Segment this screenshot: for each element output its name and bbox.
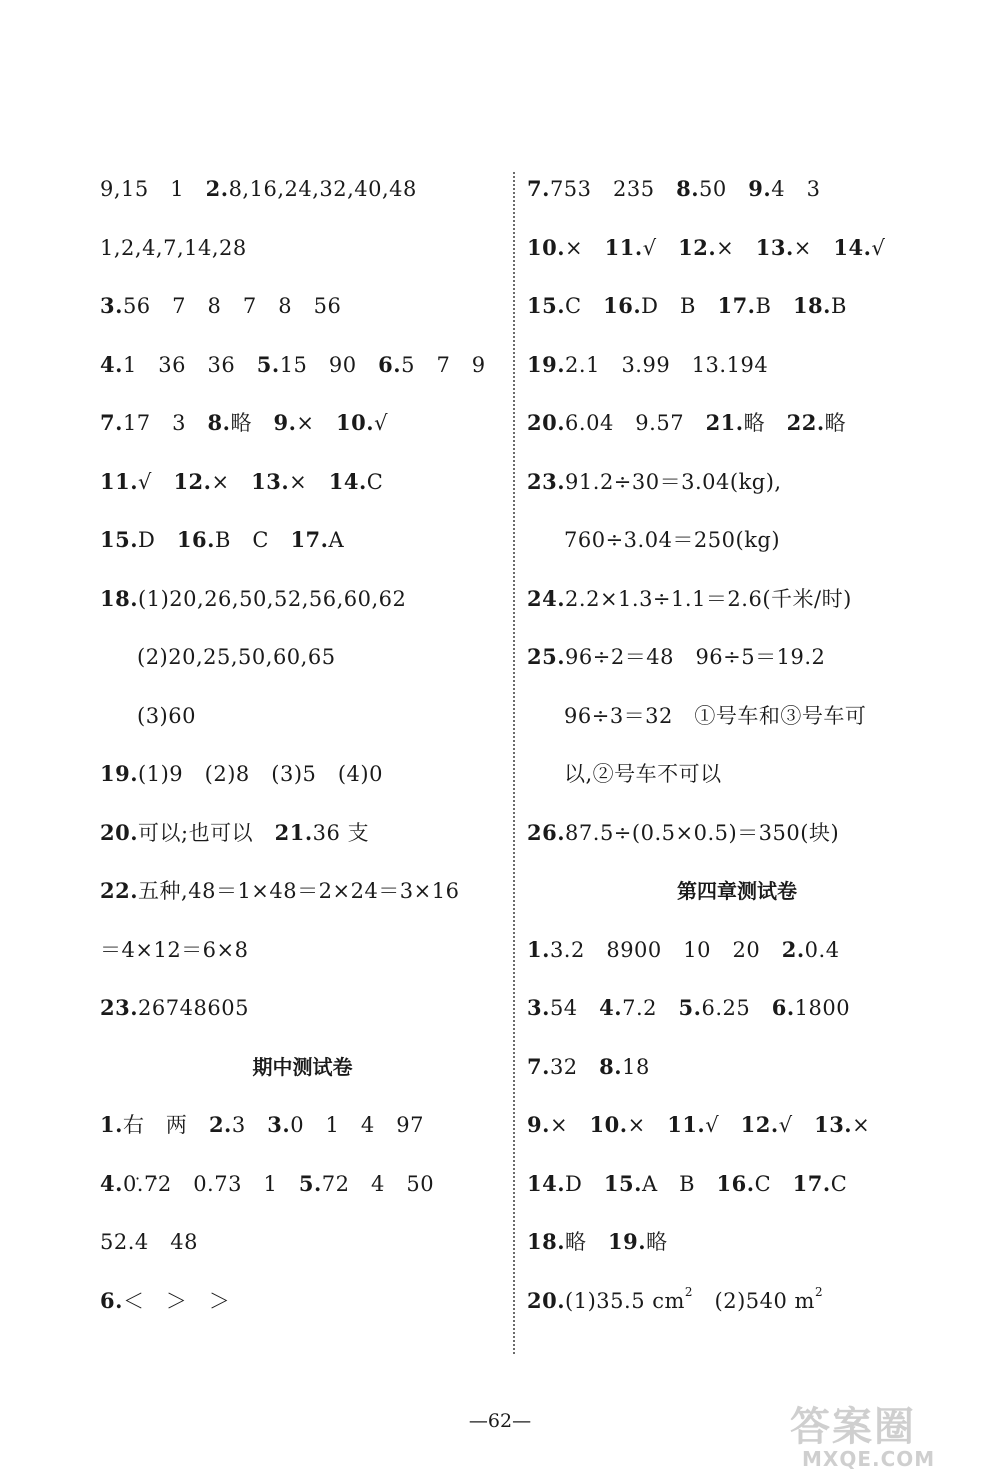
answer-line: 26.87.5÷(0.5×0.5)＝350(块) (527, 819, 840, 845)
item-label: 9. (273, 410, 297, 435)
answer-line: 10.× 11.√ 12.× 13.× 14.√ (527, 234, 886, 260)
answer-line: 19.(1)9 (2)8 (3)5 (4)0 (100, 761, 383, 786)
answer-line: 1.3.2 8900 10 20 2.0.4 (527, 936, 840, 962)
answer-line: 20.可以;也可以 21.36 支 (100, 819, 370, 845)
item-label: 26. (527, 819, 566, 845)
item-label: 14. (833, 234, 872, 260)
answer-line: (2)20,25,50,60,65 (137, 645, 336, 669)
item-label: 13. (755, 234, 794, 260)
answer-line: 23.26748605 (100, 995, 249, 1020)
answer-line: (3)60 (137, 703, 196, 728)
item-label: 4. (100, 351, 123, 377)
item-label: 20. (527, 410, 566, 435)
answer-line: 15.C 16.D B 17.B 18.B (527, 293, 847, 318)
answer-line: 20.(1)35.5 $cm^2$ (2)540 $m^2$ (527, 1284, 824, 1313)
item-label: 7. (100, 410, 123, 435)
item-label: 18. (527, 1229, 566, 1254)
item-label: 1. (527, 936, 550, 962)
item-label: 5. (678, 995, 702, 1020)
item-label: 7. (527, 176, 550, 201)
item-label: 6. (771, 995, 795, 1020)
item-label: 22. (100, 878, 139, 903)
item-label: 1. (100, 1112, 123, 1137)
answer-line: 1.右 两 2.3 3.0 1 4 97 (100, 1112, 424, 1137)
item-label: 6. (100, 1287, 123, 1313)
item-label: 21. (274, 819, 313, 845)
item-label: 7. (527, 1053, 550, 1079)
watermark-top: 答案圈 (790, 1404, 916, 1450)
item-label: 5. (256, 351, 280, 377)
item-label: 21. (705, 410, 744, 435)
item-label: 15. (527, 293, 566, 318)
left-column (100, 160, 505, 1330)
item-label: 8. (207, 410, 231, 435)
answer-line: 24.2.2×1.3÷1.1＝2.6(千米/时) (527, 585, 852, 611)
item-label: 18. (100, 585, 139, 611)
answer-line: 1,2,4,7,14,28 (100, 235, 247, 260)
item-label: 9. (527, 1112, 550, 1137)
item-label: 14. (328, 468, 367, 494)
item-label: 17. (717, 293, 756, 318)
item-label: 12. (740, 1112, 779, 1137)
item-label: 6. (378, 351, 402, 377)
item-label: 19. (100, 761, 139, 786)
item-label: 20. (527, 1287, 566, 1313)
item-label: 19. (608, 1229, 647, 1254)
item-label: 17. (290, 527, 329, 552)
section-heading-midterm: 期中测试卷 (252, 1054, 353, 1079)
item-label: 8. (599, 1053, 623, 1079)
item-label: 18. (792, 293, 831, 318)
item-label: 23. (100, 995, 139, 1020)
item-label: 16. (176, 527, 215, 552)
item-label: 2. (208, 1112, 232, 1137)
watermark-bottom: MXQE.COM (802, 1447, 936, 1471)
answer-line: 3.56 7 8 7 8 56 (100, 293, 342, 318)
repeating-decimal: · · 0.72 0.73 1 (123, 1172, 299, 1196)
item-label: 17. (792, 1170, 831, 1196)
answer-line: 7.753 235 8.50 9.4 3 (527, 176, 821, 201)
answer-line: 23.91.2÷30＝3.04(kg), (527, 468, 782, 494)
answer-line: 7.32 8.18 (527, 1053, 650, 1079)
answer-line: 以,②号车不可以 (564, 762, 722, 786)
answer-line: 14.D 15.A B 16.C 17.C (527, 1170, 848, 1196)
answer-line: 6.＜ ＞ ＞ (100, 1287, 231, 1313)
item-label: 9. (748, 176, 772, 201)
item-label: 23. (527, 468, 566, 494)
answer-line: 9.× 10.× 11.√ 12.√ 13.× (527, 1112, 871, 1137)
item-label: 25. (527, 644, 566, 669)
answer-line: 18.(1)20,26,50,52,56,60,62 (100, 585, 407, 611)
item-label: 12. (678, 234, 717, 260)
item-label: 13. (251, 468, 290, 494)
answer-line: 19.2.1 3.99 13.194 (527, 351, 769, 377)
item-label: 12. (173, 468, 212, 494)
answer-line: 22.五种,48＝1×48＝2×24＝3×16 (100, 878, 460, 903)
answer-line: 20.6.04 9.57 21.略 22.略 (527, 410, 847, 435)
item-label: 11. (667, 1112, 706, 1137)
answer-line: 18.略 19.略 (527, 1229, 668, 1254)
page-number: —62— (468, 1410, 532, 1432)
item-label: 16. (716, 1170, 755, 1196)
answer-line: 4.1 36 36 5.15 90 6.5 7 9 (100, 351, 486, 377)
item-label: 14. (527, 1170, 566, 1196)
answer-line: 760÷3.04＝250(kg) (564, 528, 781, 552)
answer-line: ＝4×12＝6×8 (100, 937, 249, 962)
item-label: 15. (100, 527, 139, 552)
item-label: 8. (676, 176, 700, 201)
item-label: 16. (603, 293, 642, 318)
item-label: 5. (298, 1170, 322, 1196)
item-label: 10. (589, 1112, 628, 1137)
item-label: 3. (527, 995, 550, 1020)
item-label: 2. (781, 936, 805, 962)
answer-line: 4.· · 0.72 0.73 1 5.72 4 50 (100, 1155, 505, 1214)
item-label: 20. (100, 819, 139, 845)
answer-line: 3.54 4.7.2 5.6.25 6.1800 (527, 995, 851, 1020)
item-label: 4. (100, 1170, 123, 1196)
item-label: 11. (604, 234, 643, 260)
item-label: 22. (786, 410, 825, 435)
item-label: 10. (336, 410, 375, 435)
answer-line: 52.4 48 (100, 1230, 198, 1254)
item-label: 4. (599, 995, 623, 1020)
answer-line: 15.D 16.B C 17.A (100, 527, 345, 552)
right-column (527, 160, 947, 1330)
section-heading-chapter4: 第四章测试卷 (677, 879, 797, 903)
answer-line: 96÷3＝32 ①号车和③号车可 (564, 703, 867, 728)
item-label: 2. (205, 176, 229, 201)
item-label: 15. (603, 1170, 642, 1196)
answer-line: 25.96÷2＝48 96÷5＝19.2 (527, 644, 826, 669)
column-divider (513, 172, 515, 1354)
answer-line: 11.√ 12.× 13.× 14.C (100, 468, 384, 494)
item-label: 13. (814, 1112, 853, 1137)
watermark-logo (790, 1395, 990, 1475)
answer-line: 7.17 3 8.略 9.× 10.√ (100, 410, 388, 435)
item-label: 19. (527, 351, 566, 377)
item-label: 3. (267, 1112, 291, 1137)
item-label: 10. (527, 234, 566, 260)
item-label: 11. (100, 468, 139, 494)
item-label: 3. (100, 293, 123, 318)
item-label: 24. (527, 585, 566, 611)
answer-line: 9,15 1 2.8,16,24,32,40,48 (100, 176, 417, 201)
